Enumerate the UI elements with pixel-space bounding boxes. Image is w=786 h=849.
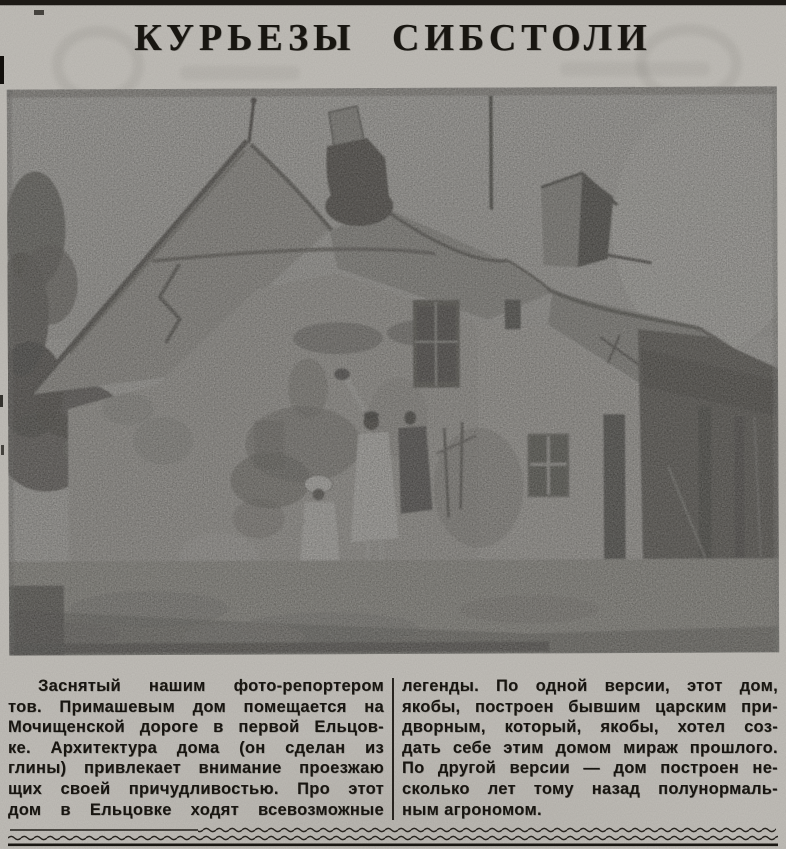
word: всевозможные: [257, 800, 384, 819]
showthrough-smudge: [560, 62, 710, 76]
text-line: [402, 738, 778, 759]
word: бывшим: [568, 697, 641, 716]
word: дать: [402, 738, 442, 757]
text-line: [402, 800, 778, 821]
word: проезжаю: [299, 759, 384, 778]
word: дом: [613, 759, 647, 778]
word: дороге: [139, 718, 199, 737]
word: построен: [660, 759, 740, 778]
word: не-: [752, 759, 778, 778]
word: фото-репортером: [233, 677, 384, 695]
word: причудливостью.: [128, 779, 279, 798]
text-line: [8, 800, 384, 821]
word: домом: [555, 738, 612, 757]
text-line: [8, 779, 384, 800]
text-line: [402, 676, 778, 697]
page-title: КУРЬЕЗЫ СИБСТОЛИ: [134, 17, 652, 59]
ink-speck: [1, 445, 4, 455]
word: ке.: [8, 738, 31, 757]
word: привлекает: [83, 759, 181, 778]
text-line: [402, 779, 778, 800]
word: своей: [60, 779, 111, 798]
word: дом: [8, 800, 42, 819]
word: помещается: [243, 697, 347, 716]
article-column-left: [8, 676, 384, 820]
word: дома: [176, 738, 220, 757]
masthead: [0, 16, 786, 60]
word: этим: [503, 738, 544, 757]
text-line: [8, 758, 384, 779]
word: версии: [509, 759, 570, 778]
column-divider: [392, 678, 394, 820]
word: царским: [655, 697, 727, 716]
word: сколько: [402, 779, 470, 798]
word: прошлого.: [689, 738, 778, 757]
text-line: [402, 697, 778, 718]
word: полунормаль-: [658, 779, 778, 798]
word: По: [402, 759, 425, 778]
word: первой: [238, 718, 300, 737]
word: Про: [297, 779, 330, 798]
ink-speck: [34, 10, 44, 15]
text-line: [8, 697, 384, 718]
word: хотел: [677, 718, 726, 737]
word: при-: [741, 697, 778, 716]
text-line: [402, 717, 778, 738]
text-line: [8, 676, 384, 697]
word: щих: [8, 779, 43, 798]
word: мираж: [623, 738, 678, 757]
word: внимание: [198, 759, 282, 778]
word: дом: [192, 697, 227, 716]
word: Ельцов-: [314, 718, 384, 737]
text-line: [8, 717, 384, 738]
ink-speck: [0, 395, 3, 407]
word: Мочищенской: [8, 718, 125, 737]
house-photo-illustration: [7, 86, 779, 655]
word: якобы,: [600, 718, 659, 737]
showthrough-smudge: [180, 66, 300, 80]
top-rule: [0, 0, 786, 5]
word: глины): [8, 759, 67, 778]
column-divider-cell: [384, 676, 402, 820]
word: в: [60, 800, 71, 819]
word: версии,: [604, 677, 670, 695]
article-column-right: [402, 676, 778, 820]
word: построен: [474, 697, 554, 716]
photo-frame: [7, 86, 779, 655]
word: из: [365, 738, 384, 757]
word: соз-: [744, 718, 778, 737]
word: на: [364, 697, 384, 716]
word: сделан: [285, 738, 346, 757]
word: тов.: [8, 697, 42, 716]
word: который,: [504, 718, 582, 737]
text-line: [8, 738, 384, 759]
word: ным: [402, 800, 440, 819]
word: Ельцовке: [89, 800, 172, 819]
word: одной: [535, 677, 588, 695]
word: другой: [437, 759, 497, 778]
word: —: [583, 759, 601, 778]
word: ходят: [190, 800, 239, 819]
word: легенды.: [402, 677, 480, 695]
word: якобы,: [402, 697, 461, 716]
word: в: [213, 718, 224, 737]
word: По: [496, 677, 519, 695]
bottom-rules: [8, 826, 778, 849]
word: (он: [239, 738, 266, 757]
word: Архитектура: [50, 738, 158, 757]
word: дворным,: [402, 718, 486, 737]
word: себе: [452, 738, 492, 757]
word: нашим: [148, 677, 206, 695]
word: агрономом.: [444, 800, 542, 819]
word: назад: [591, 779, 641, 798]
word: Заснятый: [38, 677, 121, 695]
word: этот: [348, 779, 384, 798]
word: дом,: [739, 677, 778, 695]
text-line: [402, 758, 778, 779]
article: [8, 676, 778, 820]
word: Примашевым: [59, 697, 176, 716]
word: лет: [487, 779, 516, 798]
word: тому: [533, 779, 574, 798]
word: этот: [686, 677, 723, 695]
ink-speck: [0, 56, 4, 84]
